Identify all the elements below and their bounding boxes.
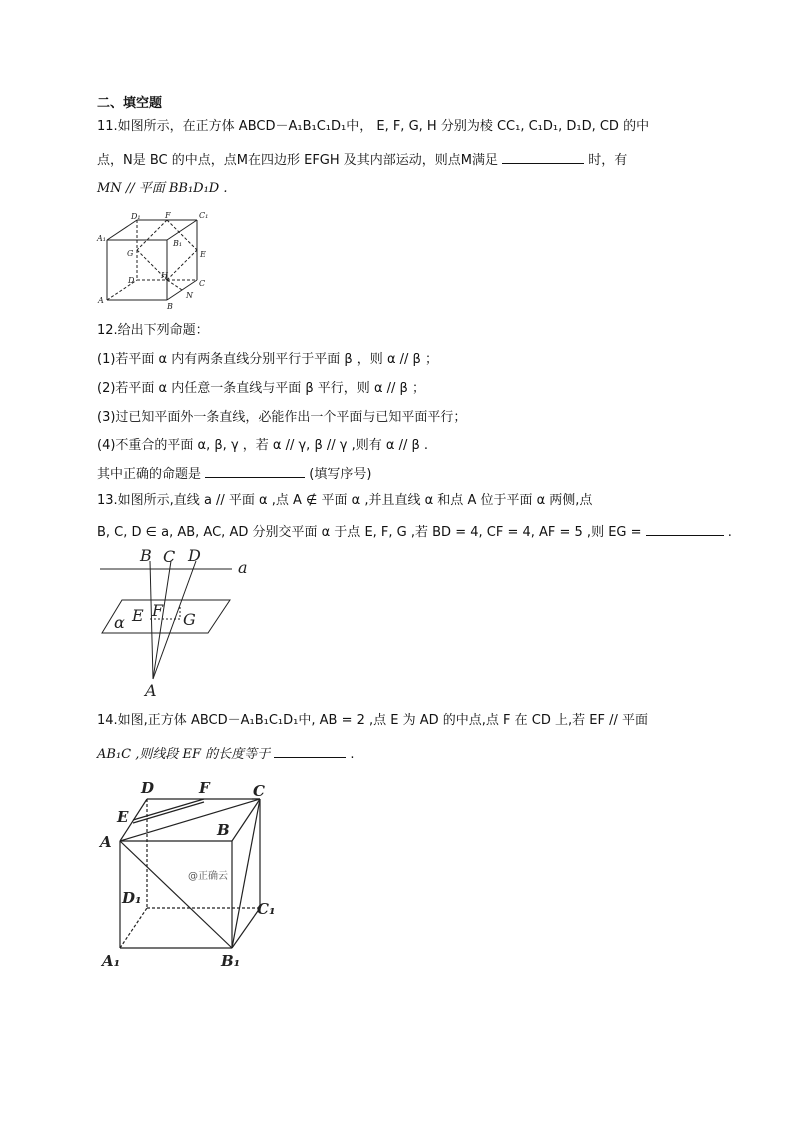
q12-answer-tail: (填写序号)	[309, 467, 372, 482]
q14-answer-blank[interactable]	[274, 744, 346, 758]
q11-cube-figure	[95, 210, 225, 315]
q14-line2	[97, 744, 355, 764]
q13-label-a: a	[238, 558, 248, 577]
q11-label-E: E	[200, 250, 206, 259]
q13-line2-tail: .	[727, 525, 732, 540]
q11-label-A: A	[98, 296, 104, 305]
q11-label-B1: B₁	[173, 239, 183, 248]
q12-answer-text: 其中正确的命题是	[97, 467, 202, 482]
q13-line2	[97, 522, 732, 542]
q13-label-C: C	[163, 547, 176, 566]
q14-label-A: A	[100, 833, 112, 851]
q13-label-B: B	[140, 546, 152, 565]
q13-line2-text: B, C, D ∈ a, AB, AC, AD 分别交平面 α 于点 E, F, G ,若 BD = 4, CF = 4, AF = 5 ,则 EG =	[97, 525, 642, 540]
q12-item-2: (2)若平面 α 内任意一条直线与平面 β 平行，则 α // β ；	[97, 381, 425, 396]
q14-label-F: F	[199, 779, 210, 797]
q11-label-F: F	[165, 211, 171, 220]
q11-line1: 11.如图所示，在正方体 ABCD－A₁B₁C₁D₁中， E, F, G, H 分别为棱 CC₁, C₁D₁, D₁D, CD 的中	[97, 119, 650, 134]
q11-label-D: D	[128, 276, 135, 285]
q12-intro: 12.给出下列命题：	[97, 323, 209, 338]
q14-line1: 14.如图,正方体 ABCD－A₁B₁C₁D₁中, AB = 2 ,点 E 为 AD 的中点,点 F 在 CD 上,若 EF // 平面	[97, 713, 648, 728]
q11-label-C1: C₁	[199, 211, 209, 220]
q12-answer-blank[interactable]	[205, 464, 305, 478]
q12-answer-line	[97, 464, 371, 484]
q13-label-A: A	[145, 681, 157, 700]
q14-label-E: E	[117, 808, 129, 826]
q14-label-A1: A₁	[102, 952, 121, 970]
q13-label-alpha: α	[114, 613, 125, 632]
q13-line1: 13.如图所示,直线 a // 平面 α ,点 A ∉ 平面 α ,并且直线 α 和点 A 位于平面 α 两侧,点	[97, 493, 593, 508]
q14-line2-tail: .	[350, 747, 355, 762]
q14-label-B: B	[217, 821, 230, 839]
q11-label-N: N	[186, 291, 193, 300]
q14-label-D: D	[141, 779, 155, 797]
q13-label-D: D	[188, 546, 201, 565]
q11-label-B: B	[167, 302, 173, 311]
q13-label-E: E	[132, 606, 144, 625]
q14-label-B1: B₁	[221, 952, 241, 970]
q11-line2-text: 点，N是 BC 的中点，点M在四边形 EFGH 及其内部运动，则点M满足	[97, 153, 498, 168]
q12-item-4: (4)不重合的平面 α, β, γ ，若 α // γ, β // γ ,则有 α // β .	[97, 438, 429, 453]
q11-label-G: G	[127, 249, 134, 258]
q13-label-F: F	[152, 601, 164, 620]
q14-watermark: @正确云	[188, 871, 228, 882]
q11-line3: MN // 平面 BB₁D₁D .	[97, 181, 228, 196]
q13-plane-figure	[100, 545, 260, 700]
q14-label-C: C	[253, 782, 265, 800]
q11-label-A1: A₁	[97, 234, 106, 243]
q11-label-H: H	[161, 271, 168, 280]
q13-label-G: G	[183, 610, 196, 629]
q11-label-C: C	[199, 279, 206, 288]
q11-answer-blank[interactable]	[502, 150, 584, 164]
q14-line2-text: AB₁C ,则线段 EF 的长度等于	[97, 747, 271, 762]
q14-cube-figure	[100, 775, 285, 975]
q12-item-3: (3)过已知平面外一条直线，必能作出一个平面与已知平面平行；	[97, 410, 467, 425]
q12-item-1: (1)若平面 α 内有两条直线分别平行于平面 β ，则 α // β ；	[97, 352, 438, 367]
q13-answer-blank[interactable]	[646, 522, 724, 536]
q14-label-C1: C₁	[257, 900, 276, 918]
q11-line2-tail: 时，有	[588, 153, 628, 168]
q14-label-D1: D₁	[122, 889, 142, 907]
q11-label-D1: D₁	[131, 212, 141, 221]
section-title: 二、填空题	[97, 96, 163, 111]
q11-line2	[97, 150, 627, 170]
